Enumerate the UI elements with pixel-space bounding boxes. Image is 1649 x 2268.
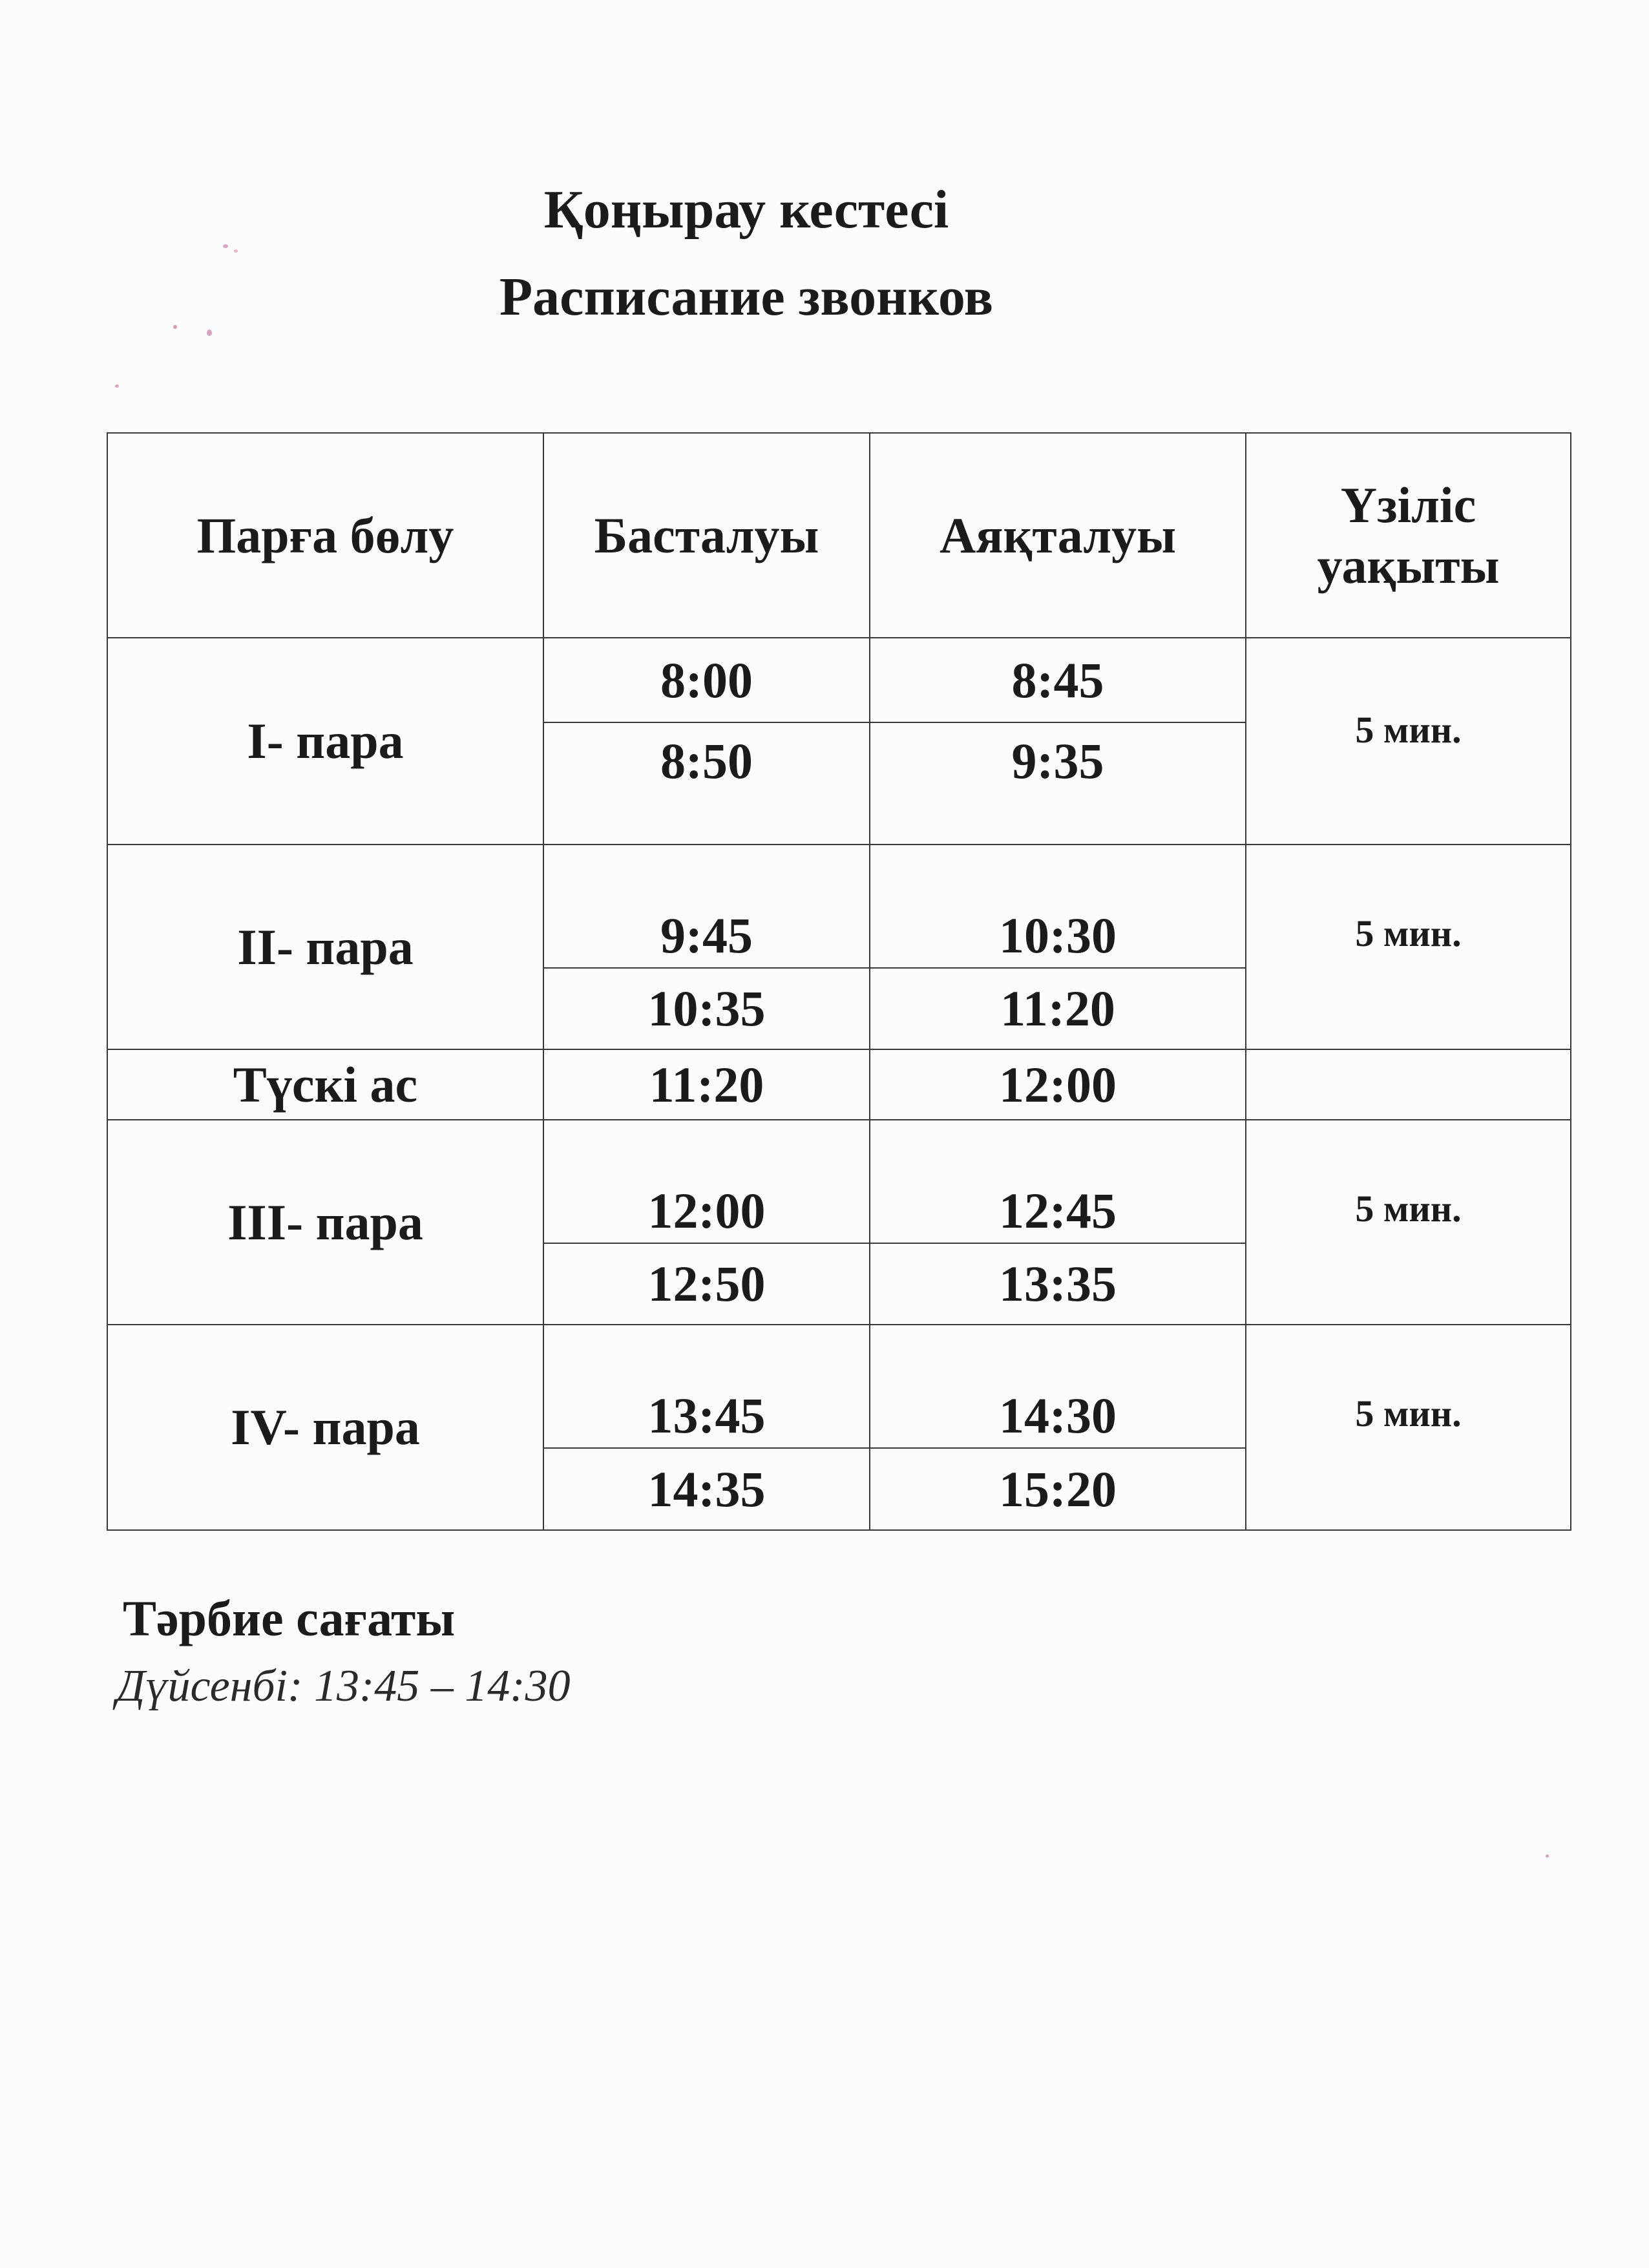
class-hour-heading: Тәрбие сағаты <box>123 1590 456 1646</box>
page-title-kazakh: Қоңырау кестесі <box>543 180 949 240</box>
start-time-cell: 14:35 <box>543 1448 870 1530</box>
scan-speck <box>173 325 177 329</box>
end-time-cell: 11:20 <box>870 968 1246 1050</box>
scan-speck <box>115 384 119 388</box>
end-time-cell <box>870 845 1246 968</box>
end-time-cell: 15:20 <box>870 1448 1246 1530</box>
break-duration: 5 мин. <box>1355 709 1462 751</box>
start-time-cell: 8:00 <box>543 638 870 722</box>
table-row <box>107 638 1571 722</box>
break-duration: 5 мин. <box>1355 1392 1462 1435</box>
scan-speck <box>1546 1854 1549 1858</box>
break-duration: 5 мин. <box>1355 912 1462 954</box>
end-time-cell <box>870 1120 1246 1243</box>
start-time-cell <box>543 1325 870 1448</box>
header-lesson: Парға бөлу <box>107 433 543 638</box>
start-time-cell: 12:50 <box>543 1243 870 1325</box>
table-row <box>107 1325 1571 1448</box>
header-start: Басталуы <box>543 433 870 638</box>
break-cell <box>1246 1325 1571 1530</box>
lesson-cell <box>107 1049 543 1120</box>
header-end: Аяқталуы <box>870 433 1246 638</box>
lesson-label: III- пара <box>227 1193 423 1250</box>
header-break: Үзіліс уақыты <box>1246 433 1571 638</box>
lesson-cell <box>107 638 543 844</box>
scan-speck <box>223 244 228 248</box>
start-time-cell: 8:50 <box>543 722 870 845</box>
page-title-russian: Расписание звонков <box>499 267 994 327</box>
lesson-cell <box>107 845 543 1049</box>
end-time-cell: 12:00 <box>870 1049 1246 1120</box>
break-duration: 5 мин. <box>1355 1187 1462 1230</box>
table-row <box>107 1120 1571 1243</box>
table-header-row <box>107 433 1571 638</box>
table-row-lunch <box>107 1049 1571 1120</box>
table-row <box>107 845 1571 968</box>
class-hour-schedule: Дүйсенбі: 13:45 – 14:30 <box>116 1661 571 1711</box>
end-time: 14:30 <box>999 1387 1117 1444</box>
lesson-label: I- пара <box>247 713 404 770</box>
break-cell <box>1246 638 1571 844</box>
start-time-cell: 10:35 <box>543 968 870 1050</box>
break-cell <box>1246 1049 1571 1120</box>
start-time-cell: 11:20 <box>543 1049 870 1120</box>
lesson-label: II- пара <box>237 918 414 975</box>
start-time: 12:00 <box>647 1182 766 1239</box>
scan-speck <box>234 249 238 253</box>
start-time: 9:45 <box>660 907 753 963</box>
start-time: 13:45 <box>647 1387 766 1444</box>
lesson-label: Түскі ас <box>233 1056 418 1113</box>
break-cell <box>1246 845 1571 1049</box>
end-time-cell: 9:35 <box>870 722 1246 845</box>
end-time: 12:45 <box>999 1182 1117 1239</box>
lesson-cell <box>107 1120 543 1325</box>
start-time-cell <box>543 845 870 968</box>
end-time-cell: 8:45 <box>870 638 1246 722</box>
end-time: 10:30 <box>999 907 1117 963</box>
bell-schedule-table <box>107 432 1571 1531</box>
lesson-cell <box>107 1325 543 1530</box>
start-time-cell <box>543 1120 870 1243</box>
break-cell <box>1246 1120 1571 1325</box>
end-time-cell: 13:35 <box>870 1243 1246 1325</box>
end-time-cell <box>870 1325 1246 1448</box>
scan-speck <box>207 330 212 336</box>
lesson-label: IV- пара <box>231 1399 420 1456</box>
